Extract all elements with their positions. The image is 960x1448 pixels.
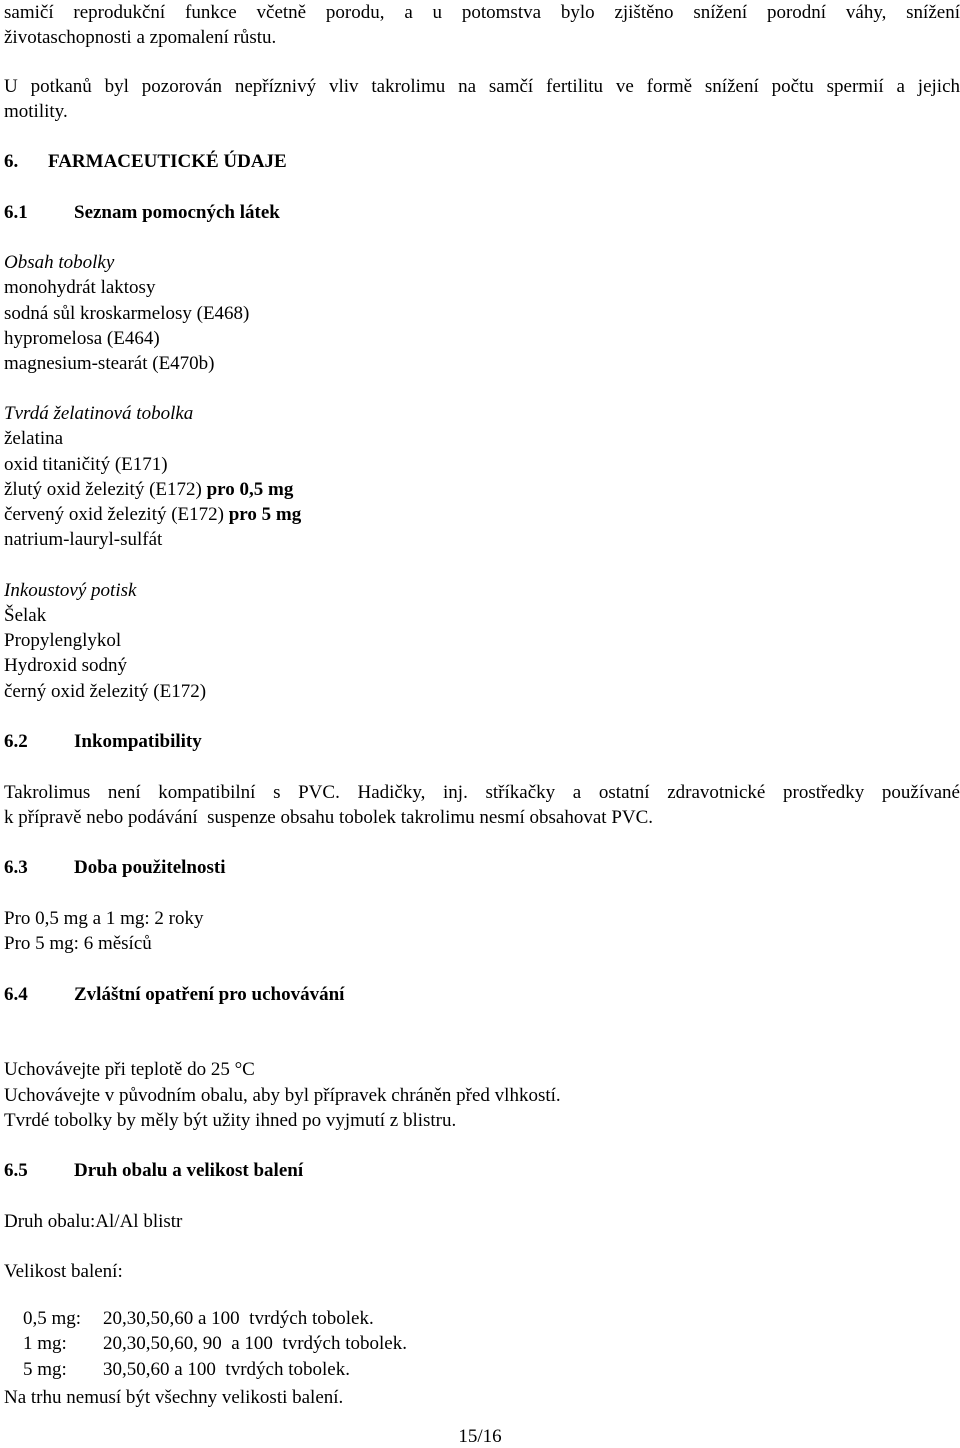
intro-line-3: U potkanů byl pozorován nepříznivý vliv takrolimu na samčí fertilitu ve formě snížení počtu spermií a jejich <box>4 76 960 97</box>
excipient-item: oxid titaničitý (E171) <box>4 454 168 475</box>
section-6-title: FARMACEUTICKÉ ÚDAJE <box>48 151 287 172</box>
pack-sizes-heading: Velikost balení: <box>4 1261 123 1282</box>
intro-line-4: motility. <box>4 101 68 122</box>
pack-size-values: 20,30,50,60, 90 a 100 tvrdých tobolek. <box>103 1333 407 1354</box>
section-6-2-number: 6.2 <box>4 731 28 752</box>
intro-line-2: životaschopnosti a zpomalení růstu. <box>4 27 277 48</box>
section-6-4-heading <box>4 984 344 1006</box>
excipient-item: Propylenglykol <box>4 630 122 651</box>
pack-size-values: 20,30,50,60 a 100 tvrdých tobolek. <box>103 1308 374 1329</box>
intro-line-1: samičí reprodukční funkce včetně porodu, a u potomstva bylo zjištěno snížení porodní váhy, snížení <box>4 2 960 23</box>
section-6-5-number: 6.5 <box>4 1160 28 1181</box>
excipient-item: Hydroxid sodný <box>4 655 127 676</box>
pack-size-values: 30,50,60 a 100 tvrdých tobolek. <box>103 1359 350 1380</box>
section-6-3-heading <box>4 857 226 879</box>
excipient-item: magnesium-stearát (E470b) <box>4 353 215 374</box>
excipient-item-text: žlutý oxid železitý (E172) <box>4 479 207 500</box>
excipient-item: sodná sůl kroskarmelosy (E468) <box>4 303 250 324</box>
section-6-3-number: 6.3 <box>4 857 28 878</box>
section-6-5-heading <box>4 1160 303 1182</box>
section-6-1-number: 6.1 <box>4 202 28 223</box>
excipient-item: monohydrát laktosy <box>4 277 156 298</box>
excipient-item: Šelak <box>4 605 47 626</box>
section-6-1-title: Seznam pomocných látek <box>74 202 280 223</box>
storage-line-3: Tvrdé tobolky by měly být užity ihned po vyjmutí z blistru. <box>4 1110 457 1131</box>
hard-capsule-heading: Tvrdá želatinová tobolka <box>4 403 194 424</box>
page-number: 15/16 <box>458 1426 502 1447</box>
excipient-item <box>4 479 293 501</box>
incompatibility-line-2: k přípravě nebo podávání suspenze obsahu tobolek takrolimu nesmí obsahovat PVC. <box>4 807 654 828</box>
excipient-item: hypromelosa (E464) <box>4 328 160 349</box>
excipient-strength: pro 0,5 mg <box>206 479 294 500</box>
shelf-life-line-2: Pro 5 mg: 6 měsíců <box>4 933 152 954</box>
excipient-item: natrium-lauryl-sulfát <box>4 529 163 550</box>
section-6-5-title: Druh obalu a velikost balení <box>74 1160 304 1181</box>
excipient-item: želatina <box>4 428 64 449</box>
excipient-item-text: červený oxid železitý (E172) <box>4 504 229 525</box>
ink-heading: Inkoustový potisk <box>4 580 137 601</box>
capsule-content-heading: Obsah tobolky <box>4 252 115 273</box>
pack-size-strength: 1 mg: <box>23 1333 67 1354</box>
incompatibility-line-1: Takrolimus není kompatibilní s PVC. Hadičky, inj. stříkačky a ostatní zdravotnické prostředky používané <box>4 782 960 803</box>
excipient-strength: pro 5 mg <box>228 504 302 525</box>
section-6-2-title: Inkompatibility <box>74 731 202 752</box>
storage-line-1: Uchovávejte při teplotě do 25 °C <box>4 1059 255 1080</box>
excipient-item <box>4 504 301 526</box>
storage-line-2: Uchovávejte v původním obalu, aby byl přípravek chráněn před vlhkostí. <box>4 1085 561 1106</box>
section-6-number: 6. <box>4 151 19 172</box>
section-6-heading <box>4 151 287 173</box>
section-6-2-heading <box>4 731 202 753</box>
section-6-1-heading <box>4 202 280 224</box>
pack-size-strength: 0,5 mg: <box>23 1308 82 1329</box>
pack-size-strength: 5 mg: <box>23 1359 67 1380</box>
excipient-item: černý oxid železitý (E172) <box>4 681 207 702</box>
availability-note: Na trhu nemusí být všechny velikosti balení. <box>4 1387 344 1408</box>
package-type: Druh obalu:Al/Al blistr <box>4 1211 183 1232</box>
section-6-4-number: 6.4 <box>4 984 28 1005</box>
section-6-3-title: Doba použitelnosti <box>74 857 226 878</box>
section-6-4-title: Zvláštní opatření pro uchovávání <box>74 984 345 1005</box>
shelf-life-line-1: Pro 0,5 mg a 1 mg: 2 roky <box>4 908 204 929</box>
